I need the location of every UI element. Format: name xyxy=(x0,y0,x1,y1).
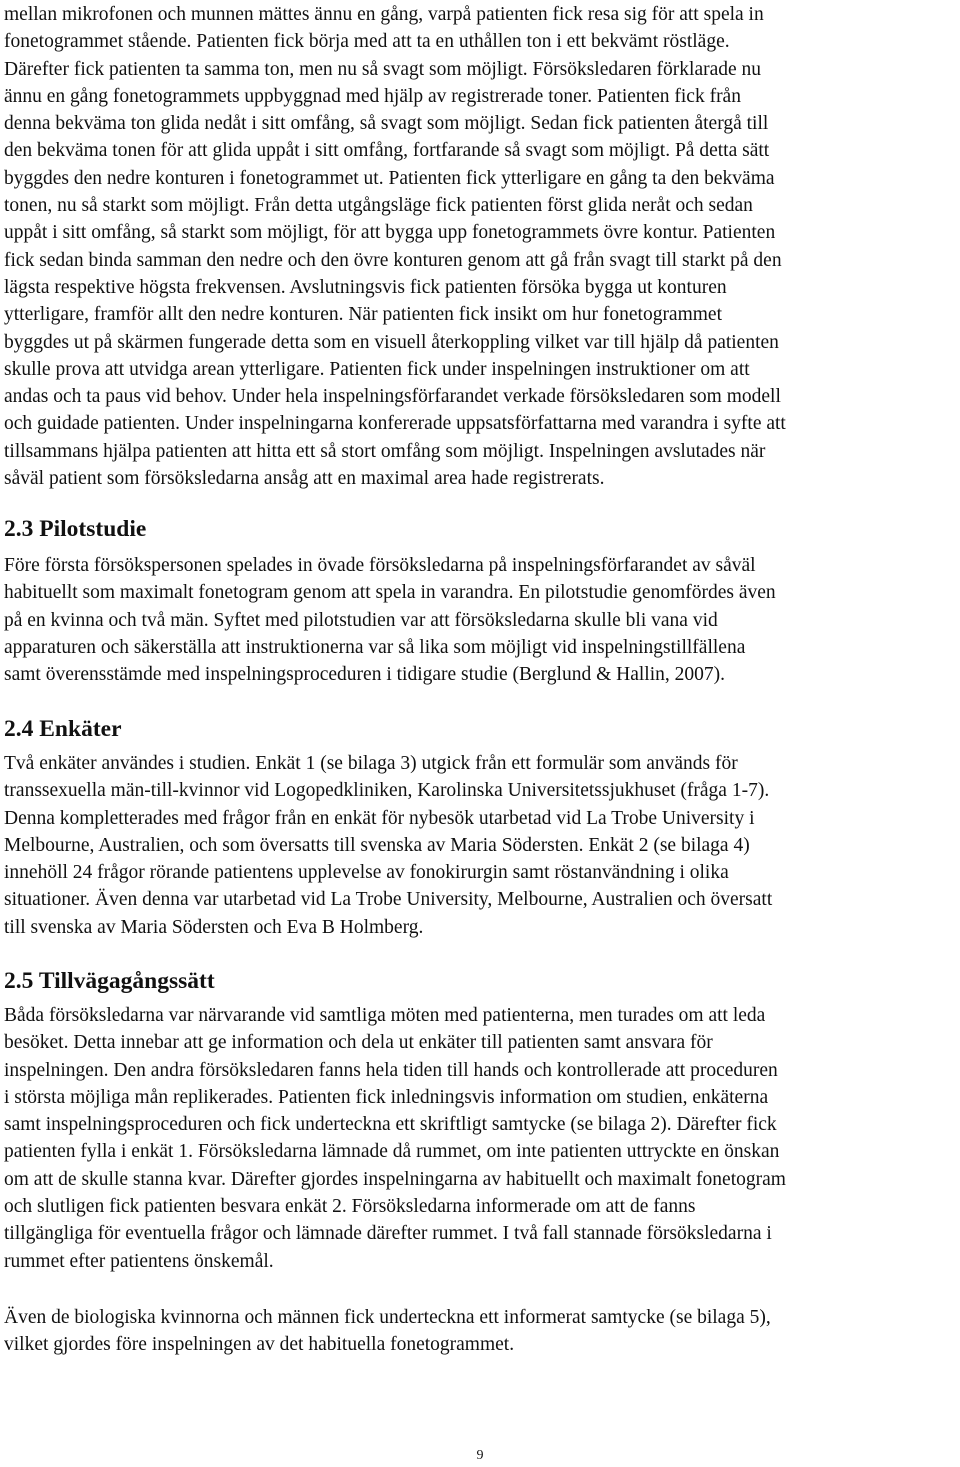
text-line: den bekväma tonen för att glida uppåt i sitt omfång, fortfarande så svagt som möjligt. På detta sätt xyxy=(4,140,770,162)
text-line: lägsta respektive högsta frekvensen. Avslutningsvis fick patienten försöka bygga ut konturen xyxy=(4,276,727,298)
text-line: byggdes ut på skärmen fungerade detta som en visuell återkoppling vilket var till hjälp då patienten xyxy=(4,331,779,353)
text-line: på en kvinna och två män. Syftet med pilotstudien var att försöksledarna skulle bli vana vid xyxy=(4,609,718,631)
text-line: patienten fylla i enkät 1. Försöksledarna lämnade då rummet, om inte patienten uttryckte en önskan xyxy=(4,1141,780,1163)
section-heading: 2.3 Pilotstudie xyxy=(4,516,147,542)
text-line: och guidade patienten. Under inspelningarna konfererade uppsatsförfattarna med varandra i syfte att xyxy=(4,413,786,435)
text-line: Denna kompletterades med frågor från en enkät för nybesök utarbetad vid La Trobe University i xyxy=(4,807,755,829)
body-paragraph xyxy=(4,1,956,492)
text-line: Före första försökspersonen spelades in övade försöksledarna på inspelningsförfarandet av såväl xyxy=(4,555,756,576)
body-paragraph xyxy=(4,1002,956,1275)
text-line: innehöll 24 frågor rörande patientens upplevelse av fonokirurgin samt röstanvändning i olika xyxy=(4,862,729,884)
text-line: vilket gjordes före inspelningen av det habituella fonetogrammet. xyxy=(4,1334,515,1356)
section-heading: 2.4 Enkäter xyxy=(4,716,122,742)
text-line: ytterligare, framför allt den nedre konturen. När patienten fick insikt om hur fonetogrammet xyxy=(4,304,722,326)
text-line: Melbourne, Australien, och som översatts till svenska av Maria Södersten. Enkät 2 (se bilaga 4) xyxy=(4,834,750,856)
text-line: samt inspelningsproceduren och fick underteckna ett skriftligt samtycke (se bilaga 2). Därefter fick xyxy=(4,1114,777,1136)
text-line: Därefter fick patienten ta samma ton, men nu så svagt som möjligt. Försöksledaren förklarade nu xyxy=(4,58,762,80)
text-line: besöket. Detta innebar att ge information och dela ut enkäter till patienten samt ansvara för xyxy=(4,1032,713,1054)
text-line: uppåt i sitt omfång, så starkt som möjligt, för att bygga upp fonetogrammets övre kontur. Patienten xyxy=(4,222,776,244)
section-heading: 2.5 Tillvägagångssätt xyxy=(4,968,215,994)
text-line: i största möjliga mån replikerades. Patienten fick inledningsvis information om studien, enkäterna xyxy=(4,1086,769,1108)
text-line: habituellt som maximalt fonetogram genom att spela in varandra. En pilotstudie genomfördes även xyxy=(4,582,776,604)
text-line: andas och ta paus vid behov. Under hela inspelningsförfarandet verkade försöksledaren som modell xyxy=(4,386,781,408)
text-line: rummet efter patientens önskemål. xyxy=(4,1250,274,1272)
body-paragraph xyxy=(4,1304,956,1359)
text-line: om att de skulle stanna kvar. Därefter gjordes inspelningarna av habituellt och maximalt fonetogram xyxy=(4,1168,786,1190)
text-line: Även de biologiska kvinnorna och männen fick underteckna ett informerat samtycke (se bilaga 5), xyxy=(4,1307,771,1328)
text-line: fick sedan binda samman den nedre och den övre konturen genom att gå från svagt till starkt på den xyxy=(4,249,782,271)
text-line: situationer. Även denna var utarbetad vid La Trobe University, Melbourne, Australien och översatt xyxy=(4,889,773,911)
text-line: Båda försöksledarna var närvarande vid samtliga möten med patienterna, men turades om att leda xyxy=(4,1005,766,1026)
text-line: såväl patient som försöksledarna ansåg att en maximal area hade registrerats. xyxy=(4,468,605,490)
text-line: tonen, nu så starkt som möjligt. Från detta utgångsläge fick patienten först glida neråt och sedan xyxy=(4,195,753,217)
page-number: 9 xyxy=(476,1448,484,1463)
text-line: tillsammans hjälpa patienten att hitta ett så stort omfång som möjligt. Inspelningen avslutades när xyxy=(4,440,766,462)
text-line: byggdes den nedre konturen i fonetogrammet ut. Patienten fick ytterligare en gång ta den bekväma xyxy=(4,167,775,189)
text-line: mellan mikrofonen och munnen mättes ännu en gång, varpå patienten fick resa sig för att spela in xyxy=(4,4,764,25)
body-paragraph xyxy=(4,750,956,941)
text-line: samt överensstämde med inspelningsproceduren i tidigare studie (Berglund & Hallin, 2007). xyxy=(4,664,725,686)
text-line: till svenska av Maria Södersten och Eva B Holmberg. xyxy=(4,916,424,938)
text-line: tillgängliga för eventuella frågor och lämnade därefter rummet. I två fall stannade försöksledarna i xyxy=(4,1223,772,1245)
text-line: transsexuella män-till-kvinnor vid Logopedkliniken, Karolinska Universitetssjukhuset (fråga 1-7). xyxy=(4,780,770,802)
text-line: skulle prova att utvidga arean ytterligare. Patienten fick under inspelningen instruktioner om att xyxy=(4,358,750,380)
text-line: och slutligen fick patienten besvara enkät 2. Försöksledarna informerade om att de fanns xyxy=(4,1196,696,1218)
text-line: Två enkäter användes i studien. Enkät 1 (se bilaga 3) utgick från ett formulär som används för xyxy=(4,753,738,774)
text-line: fonetogrammet stående. Patienten fick börja med att ta en uthållen ton i ett bekvämt röstläge. xyxy=(4,31,730,53)
text-line: inspelningen. Den andra försöksledaren fanns hela tiden till hands och kontrollerade att proceduren xyxy=(4,1059,778,1081)
text-line: denna bekväma ton glida nedåt i sitt omfång, så svagt som möjligt. Sedan fick patienten återgå till xyxy=(4,113,769,135)
body-paragraph xyxy=(4,552,956,688)
text-line: apparaturen och säkerställa att instruktionerna var så lika som möjligt vid inspelningstillfällena xyxy=(4,636,746,658)
text-line: ännu en gång fonetogrammets uppbyggnad med hjälp av registrerade toner. Patienten fick från xyxy=(4,85,741,107)
